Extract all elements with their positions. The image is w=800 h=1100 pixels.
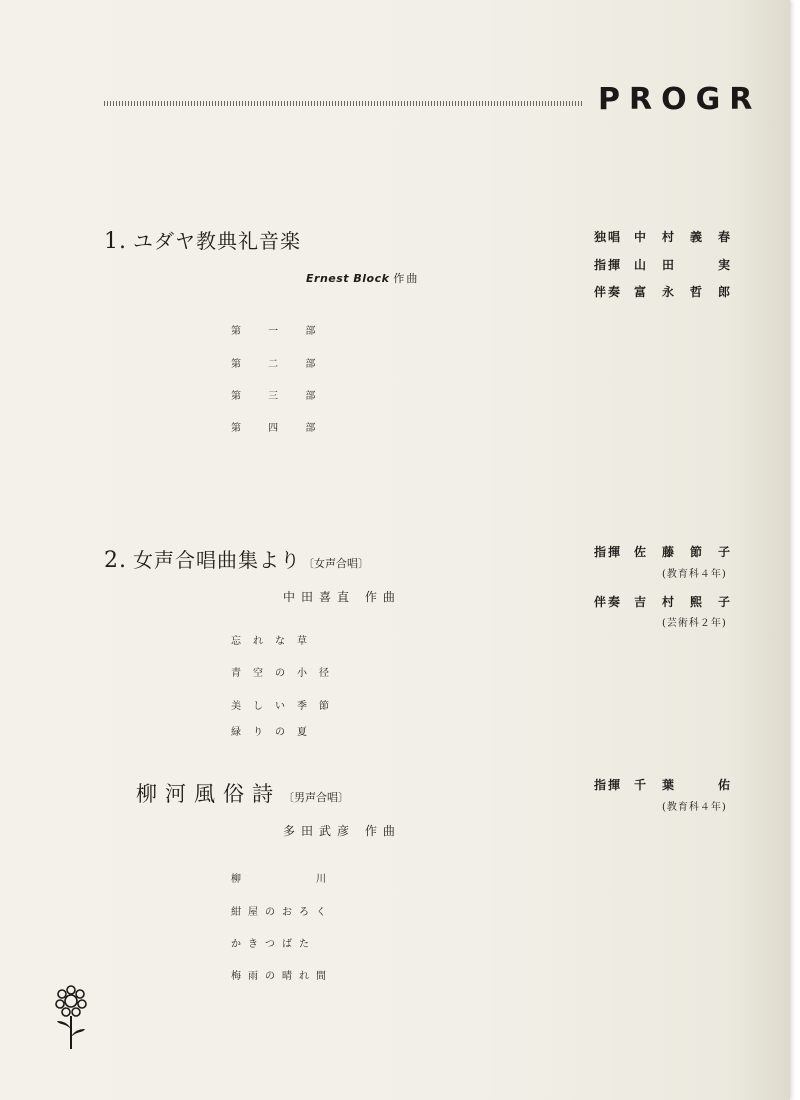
performer-name: 佐藤節子 — [634, 545, 747, 559]
performer-role: 独唱 — [594, 230, 623, 244]
movement-item: 柳 川 — [231, 874, 333, 885]
piece-title — [136, 778, 349, 808]
piece-number: 2. — [104, 548, 127, 573]
performer-note: (芸術科２年) — [662, 618, 727, 629]
composer-credit: 中田喜直 作曲 — [283, 590, 401, 604]
piece-title-text: 柳河風俗詩 — [136, 782, 281, 806]
performer-note: (教育科４年) — [662, 569, 727, 580]
performer-role: 指揮 — [594, 545, 623, 559]
movement-item: 美しい季節 — [231, 701, 341, 712]
performer-row — [594, 283, 746, 300]
performer-role: 伴奏 — [594, 595, 623, 609]
movement-item: 第 四 部 — [231, 423, 328, 434]
piece-voice-tag: 〔女声合唱〕 — [303, 557, 369, 570]
performer-name: 千葉 佑 — [634, 778, 747, 792]
piece-title — [104, 225, 301, 254]
piece-title-text: ユダヤ教典礼音楽 — [133, 229, 301, 253]
header-rule — [104, 101, 584, 106]
performer-role: 指揮 — [594, 258, 623, 272]
performer-role: 伴奏 — [594, 285, 623, 299]
flower-icon — [53, 985, 89, 1051]
composer-credit — [306, 270, 419, 286]
piece-voice-tag: 〔男声合唱〕 — [283, 791, 349, 804]
performer-note: (教育科４年) — [662, 802, 727, 813]
movement-item: 梅雨の晴れ間 — [231, 971, 333, 982]
piece-title-text: 女声合唱曲集より — [133, 548, 301, 572]
movement-item: 第 一 部 — [231, 326, 328, 337]
movement-item: 忘れな草 — [231, 636, 319, 647]
performer-role: 指揮 — [594, 778, 623, 792]
piece-number: 1. — [104, 229, 127, 254]
performer-row — [594, 593, 746, 610]
movement-item: 緑りの夏 — [231, 727, 319, 738]
performer-row — [594, 776, 746, 793]
movement-item: 第 二 部 — [231, 359, 328, 370]
movement-item: かきつばた — [231, 939, 316, 950]
composer-name: Ernest Block — [306, 272, 390, 285]
piece-title — [104, 544, 369, 573]
performer-name: 中村義春 — [634, 230, 747, 244]
movement-item: 青空の小径 — [231, 668, 341, 679]
performer-row — [594, 228, 746, 245]
performer-name: 富永哲郎 — [634, 285, 747, 299]
movement-item: 紺屋のおろく — [231, 907, 333, 918]
page-title: PROGR — [598, 82, 762, 117]
composer-suffix: 作曲 — [393, 272, 420, 285]
performer-name: 山田 実 — [634, 258, 747, 272]
performer-name: 吉村熙子 — [634, 595, 747, 609]
movement-item: 第 三 部 — [231, 391, 328, 402]
composer-credit: 多田武彦 作曲 — [283, 824, 401, 838]
performer-row — [594, 543, 746, 560]
performer-row — [594, 256, 746, 273]
